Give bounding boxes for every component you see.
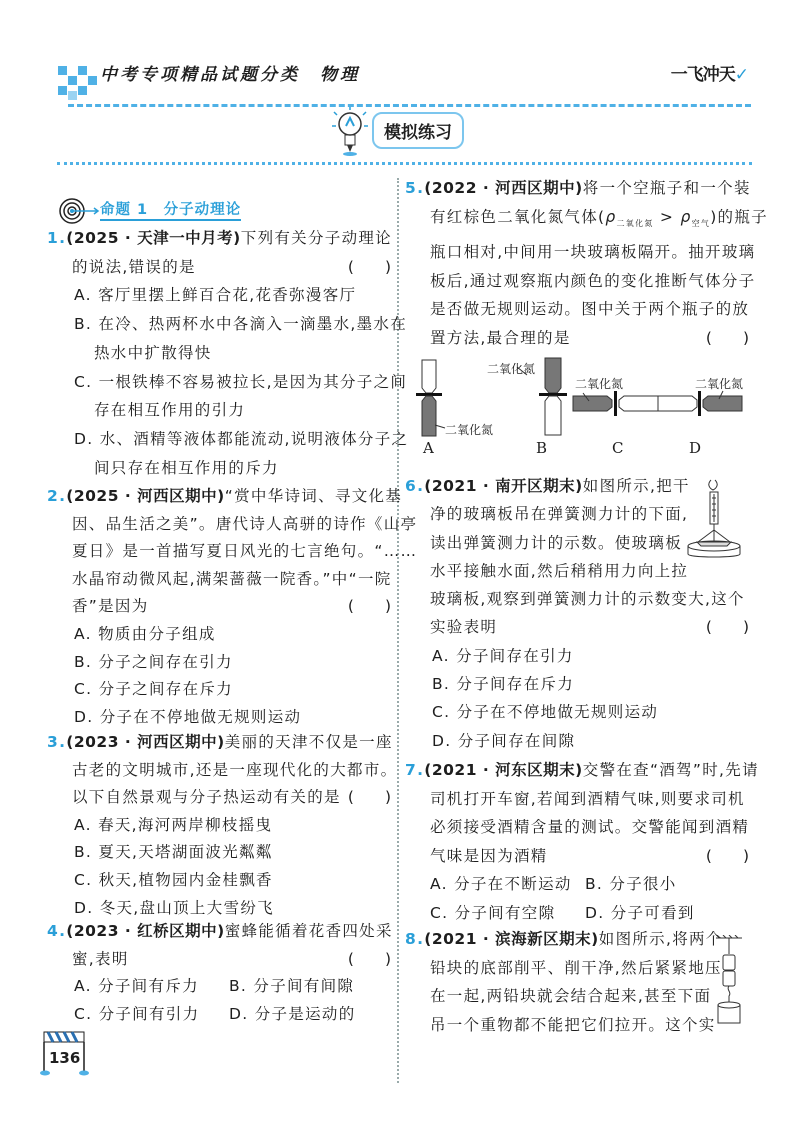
question-number: 5. — [405, 179, 425, 197]
header-logo-blocks — [58, 66, 98, 100]
question-source: (2021 · 南开区期末) — [424, 477, 583, 495]
book-title: 中考专项精品试题分类 物理 — [100, 65, 360, 85]
question-number: 6. — [405, 477, 425, 495]
question-number: 2. — [47, 487, 67, 505]
question-number: 1. — [47, 229, 67, 247]
target-icon — [58, 196, 100, 226]
option-c[interactable]: C. 分子在不停地做无规则运动 — [432, 703, 659, 722]
question-stem: 是否做无规则运动。图中关于两个瓶子的放 — [430, 300, 750, 319]
option-c[interactable]: C. 分子之间存在斥力 — [74, 680, 233, 699]
question-stem: 如图所示,把干 — [582, 477, 690, 495]
option-c[interactable]: C. 分子间有引力 — [74, 1004, 200, 1023]
spring-scale-figure — [685, 478, 745, 563]
question-number: 8. — [405, 930, 425, 948]
option-b[interactable]: B. 夏天,天塔湖面波光粼粼 — [74, 843, 273, 862]
question-stem: “赏中华诗词、寻文化基 — [224, 487, 403, 505]
question-stem: 板后,通过观察瓶内颜色的变化推断气体分子 — [430, 271, 756, 290]
section-banner: 模拟练习 — [372, 112, 464, 149]
rho-symbol: ρ — [605, 207, 617, 226]
option-d[interactable]: D. 分子在不停地做无规则运动 — [74, 707, 302, 726]
gas-label-c: 二氧化氮 — [575, 377, 624, 391]
header-divider — [68, 104, 751, 107]
bottle-figure — [405, 355, 755, 460]
option-c[interactable]: C. 一根铁棒不容易被拉长,是因为其分子之间 — [74, 372, 408, 391]
figure-label-c: C — [612, 439, 624, 457]
option-d-cont: 间只存在相互作用的斥力 — [94, 458, 279, 477]
question-stem: 水平接触水面,然后稍稍用力向上拉 — [430, 561, 689, 580]
figure-label-a: A — [423, 439, 434, 457]
answer-blank[interactable]: ( ) — [705, 618, 749, 637]
question-source: (2023 · 红桥区期中) — [66, 922, 225, 940]
figure-label-d: D — [689, 439, 702, 457]
subscript: 二氧化氮 — [616, 218, 654, 228]
option-d[interactable]: D. 分子可看到 — [585, 903, 695, 922]
brand-logo: 一飞冲天✓ — [670, 65, 748, 85]
question-stem: 读出弹簧测力计的示数。使玻璃板 — [430, 533, 683, 552]
question-number: 4. — [47, 922, 67, 940]
question-1 — [47, 224, 409, 482]
question-3 — [47, 729, 398, 922]
question-stem: 夏日》是一首描写夏日风光的七言绝句。“…… — [72, 542, 418, 561]
option-b[interactable]: B. 在冷、热两杯水中各滴入一滴墨水,墨水在 — [74, 315, 408, 334]
section-divider — [57, 162, 752, 165]
option-b[interactable]: B. 分子很小 — [585, 875, 677, 893]
question-5 — [405, 174, 768, 352]
question-stem: 实验表明 — [430, 618, 498, 637]
question-2 — [47, 483, 418, 731]
question-stem: 美丽的天津不仅是一座 — [224, 733, 393, 751]
topic-heading: 命题 1 分子动理论 — [100, 201, 241, 221]
question-stem: 净的玻璃板吊在弹簧测力计的下面, — [430, 505, 689, 524]
option-c[interactable]: C. 秋天,植物园内金桂飘香 — [74, 870, 273, 889]
question-stem: 古老的文明城市,还是一座现代化的大都市。 — [72, 760, 398, 779]
question-stem: 置方法,最合理的是 — [430, 328, 571, 347]
question-source: (2021 · 滨海新区期末) — [424, 930, 599, 948]
gas-label-a: 二氧化氮 — [445, 423, 494, 437]
question-stem: 将一个空瓶子和一个装 — [582, 179, 751, 197]
question-8 — [405, 925, 753, 1039]
question-stem: 司机打开车窗,若闻到酒精气味,则要求司机 — [430, 789, 745, 808]
question-stem: 气味是因为酒精 — [430, 846, 548, 865]
question-source: (2025 · 天津一中月考) — [66, 229, 241, 247]
gas-label-b: 二氧化氮 — [487, 362, 536, 376]
figure-label-b: B — [536, 439, 548, 457]
option-a[interactable]: A. 分子间有斥力 — [74, 977, 199, 996]
option-d[interactable]: D. 分子间存在间隙 — [432, 731, 576, 750]
answer-blank[interactable]: ( ) — [347, 788, 391, 807]
question-stem: 铅块的底部削平、削干净,然后紧紧地压 — [430, 958, 722, 977]
page-number: 136 — [49, 1049, 81, 1067]
option-d[interactable]: D. 水、酒精等液体都能流动,说明液体分子之 — [74, 429, 409, 448]
answer-blank[interactable]: ( ) — [347, 597, 391, 616]
option-c[interactable]: C. 分子间有空隙 — [430, 903, 556, 922]
answer-blank[interactable]: ( ) — [705, 328, 749, 347]
lead-blocks-figure — [712, 935, 746, 1027]
answer-blank[interactable]: ( ) — [347, 949, 391, 968]
option-a[interactable]: A. 春天,海河两岸柳枝摇曳 — [74, 815, 273, 834]
question-source: (2023 · 河西区期中) — [66, 733, 225, 751]
option-a[interactable]: A. 分子间存在引力 — [432, 646, 574, 665]
question-stem: 水晶帘动微风起,满架蔷薇一院香。”中“一院 — [72, 569, 392, 588]
option-d[interactable]: D. 分子是运动的 — [229, 1004, 356, 1023]
option-a[interactable]: A. 物质由分子组成 — [74, 624, 216, 643]
question-stem: 在一起,两铅块就会结合起来,甚至下面 — [430, 987, 712, 1005]
question-stem: 因、品生活之美”。唐代诗人高骈的诗作《山亭 — [72, 514, 418, 533]
question-7 — [405, 756, 759, 927]
answer-blank[interactable]: ( ) — [347, 257, 391, 276]
question-stem: 吊一个重物都不能把它们拉开。这个实 — [430, 1015, 716, 1034]
lightbulb-icon — [330, 106, 370, 158]
question-stem: 瓶口相对,中间用一块玻璃板隔开。抽开玻璃 — [430, 243, 756, 262]
question-stem: 有红棕色二氧化氮气体( — [430, 207, 606, 226]
question-stem: 玻璃板,观察到弹簧测力计的示数变大,这个 — [430, 590, 745, 609]
question-number: 7. — [405, 761, 425, 779]
option-a[interactable]: A. 客厅里摆上鲜百合花,花香弥漫客厅 — [74, 286, 357, 305]
question-source: (2021 · 河东区期末) — [424, 761, 583, 779]
question-stem: 蜜,表明 — [72, 949, 129, 968]
question-stem: )的瓶子 — [710, 207, 768, 226]
question-stem: 如图所示,将两个 — [598, 930, 723, 948]
option-d[interactable]: D. 冬天,盘山顶上大雪纷飞 — [74, 898, 274, 917]
option-b[interactable]: B. 分子之间存在引力 — [74, 652, 233, 671]
question-stem: 香”是因为 — [72, 597, 149, 616]
question-4 — [47, 918, 395, 1028]
question-stem: 交警在查“酒驾”时,先请 — [582, 761, 759, 779]
question-stem: 蜜蜂能循着花香四处采 — [224, 922, 393, 940]
answer-blank[interactable]: ( ) — [705, 846, 749, 865]
question-stem: 下列有关分子动理论 — [240, 229, 392, 247]
subscript: 空气 — [691, 218, 711, 228]
option-b[interactable]: B. 分子间有间隙 — [229, 977, 355, 996]
question-number: 3. — [47, 733, 67, 751]
question-source: (2022 · 河西区期中) — [424, 179, 583, 197]
option-a[interactable]: A. 分子在不断运动 — [430, 875, 572, 893]
question-stem: 必须接受酒精含量的测试。交警能闻到酒精 — [430, 818, 750, 836]
question-stem: 以下自然景观与分子热运动有关的是 — [72, 788, 341, 807]
rho-symbol: ρ — [680, 207, 692, 226]
gas-label-d: 二氧化氮 — [695, 377, 744, 391]
option-b-cont: 热水中扩散得快 — [94, 343, 212, 362]
greater-than: > — [653, 207, 681, 226]
question-source: (2025 · 河西区期中) — [66, 487, 225, 505]
option-b[interactable]: B. 分子间存在斥力 — [432, 675, 574, 694]
question-stem: 的说法,错误的是 — [72, 257, 196, 276]
option-c-cont: 存在相互作用的引力 — [94, 401, 246, 420]
